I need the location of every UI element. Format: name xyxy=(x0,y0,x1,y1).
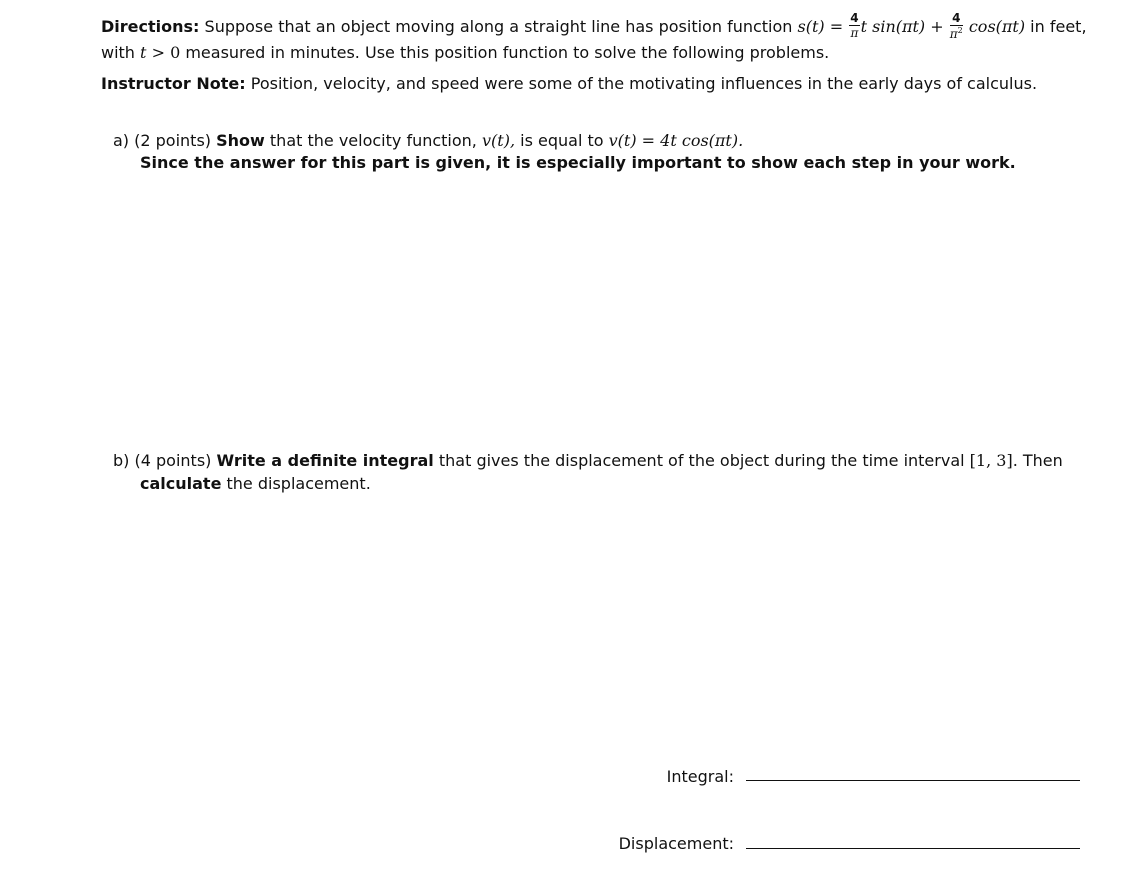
part-a-marker: a) xyxy=(113,131,130,150)
part-a-note: Since the answer for this part is given, it is especially important to show each step in your work. xyxy=(140,153,1016,172)
position-term-2: cos(πt) xyxy=(968,17,1026,36)
fraction-4-over-pi xyxy=(849,12,859,39)
displacement-label: Displacement: xyxy=(618,834,734,853)
time-interval: [1, 3]. xyxy=(969,451,1018,470)
integral-answer-line[interactable] xyxy=(746,780,1080,781)
fraction-4-over-pi-squared xyxy=(950,12,963,40)
instructor-note-text: Position, velocity, and speed were some of the motivating influences in the early days of calculus. xyxy=(250,74,1038,93)
directions-units: in feet, xyxy=(1030,17,1087,36)
velocity-formula: v(t) = 4t cos(πt). xyxy=(608,131,744,150)
directions-line-2: with t > 0 measured in minutes. Use this position function to solve the following problems. xyxy=(101,43,830,62)
directions-line-1 xyxy=(101,12,1087,42)
instructor-note xyxy=(101,74,1037,94)
position-function-lhs: s(t) = xyxy=(797,17,844,36)
instructor-note-label: Instructor Note: xyxy=(101,74,246,93)
fraction-denominator: $\pi^2$ xyxy=(949,25,963,41)
part-a-question: a) (2 points) Show that the velocity function, v(t), is equal to v(t) = 4t cos(πt). xyxy=(113,131,744,150)
part-b-question-line-2: calculate the displacement. xyxy=(140,474,371,493)
directions-label: Directions: xyxy=(101,17,200,36)
part-a-points: (2 points) xyxy=(134,131,212,150)
fraction-numerator: 4 xyxy=(850,11,859,25)
position-term-1: t sin(πt) + xyxy=(860,17,944,36)
part-b-marker: b) xyxy=(113,451,130,470)
directions-text: Suppose that an object moving along a straight line has position function xyxy=(204,17,793,36)
part-b-question: b) (4 points) Write a definite integral that gives the displacement of the object during the time interval [1, 3]. Then xyxy=(113,451,1063,470)
fraction-numerator: 4 xyxy=(952,10,961,25)
integral-label: Integral: xyxy=(666,767,734,786)
fraction-denominator: π xyxy=(850,26,859,40)
displacement-answer-line[interactable] xyxy=(746,848,1080,849)
part-b-points: (4 points) xyxy=(134,451,212,470)
